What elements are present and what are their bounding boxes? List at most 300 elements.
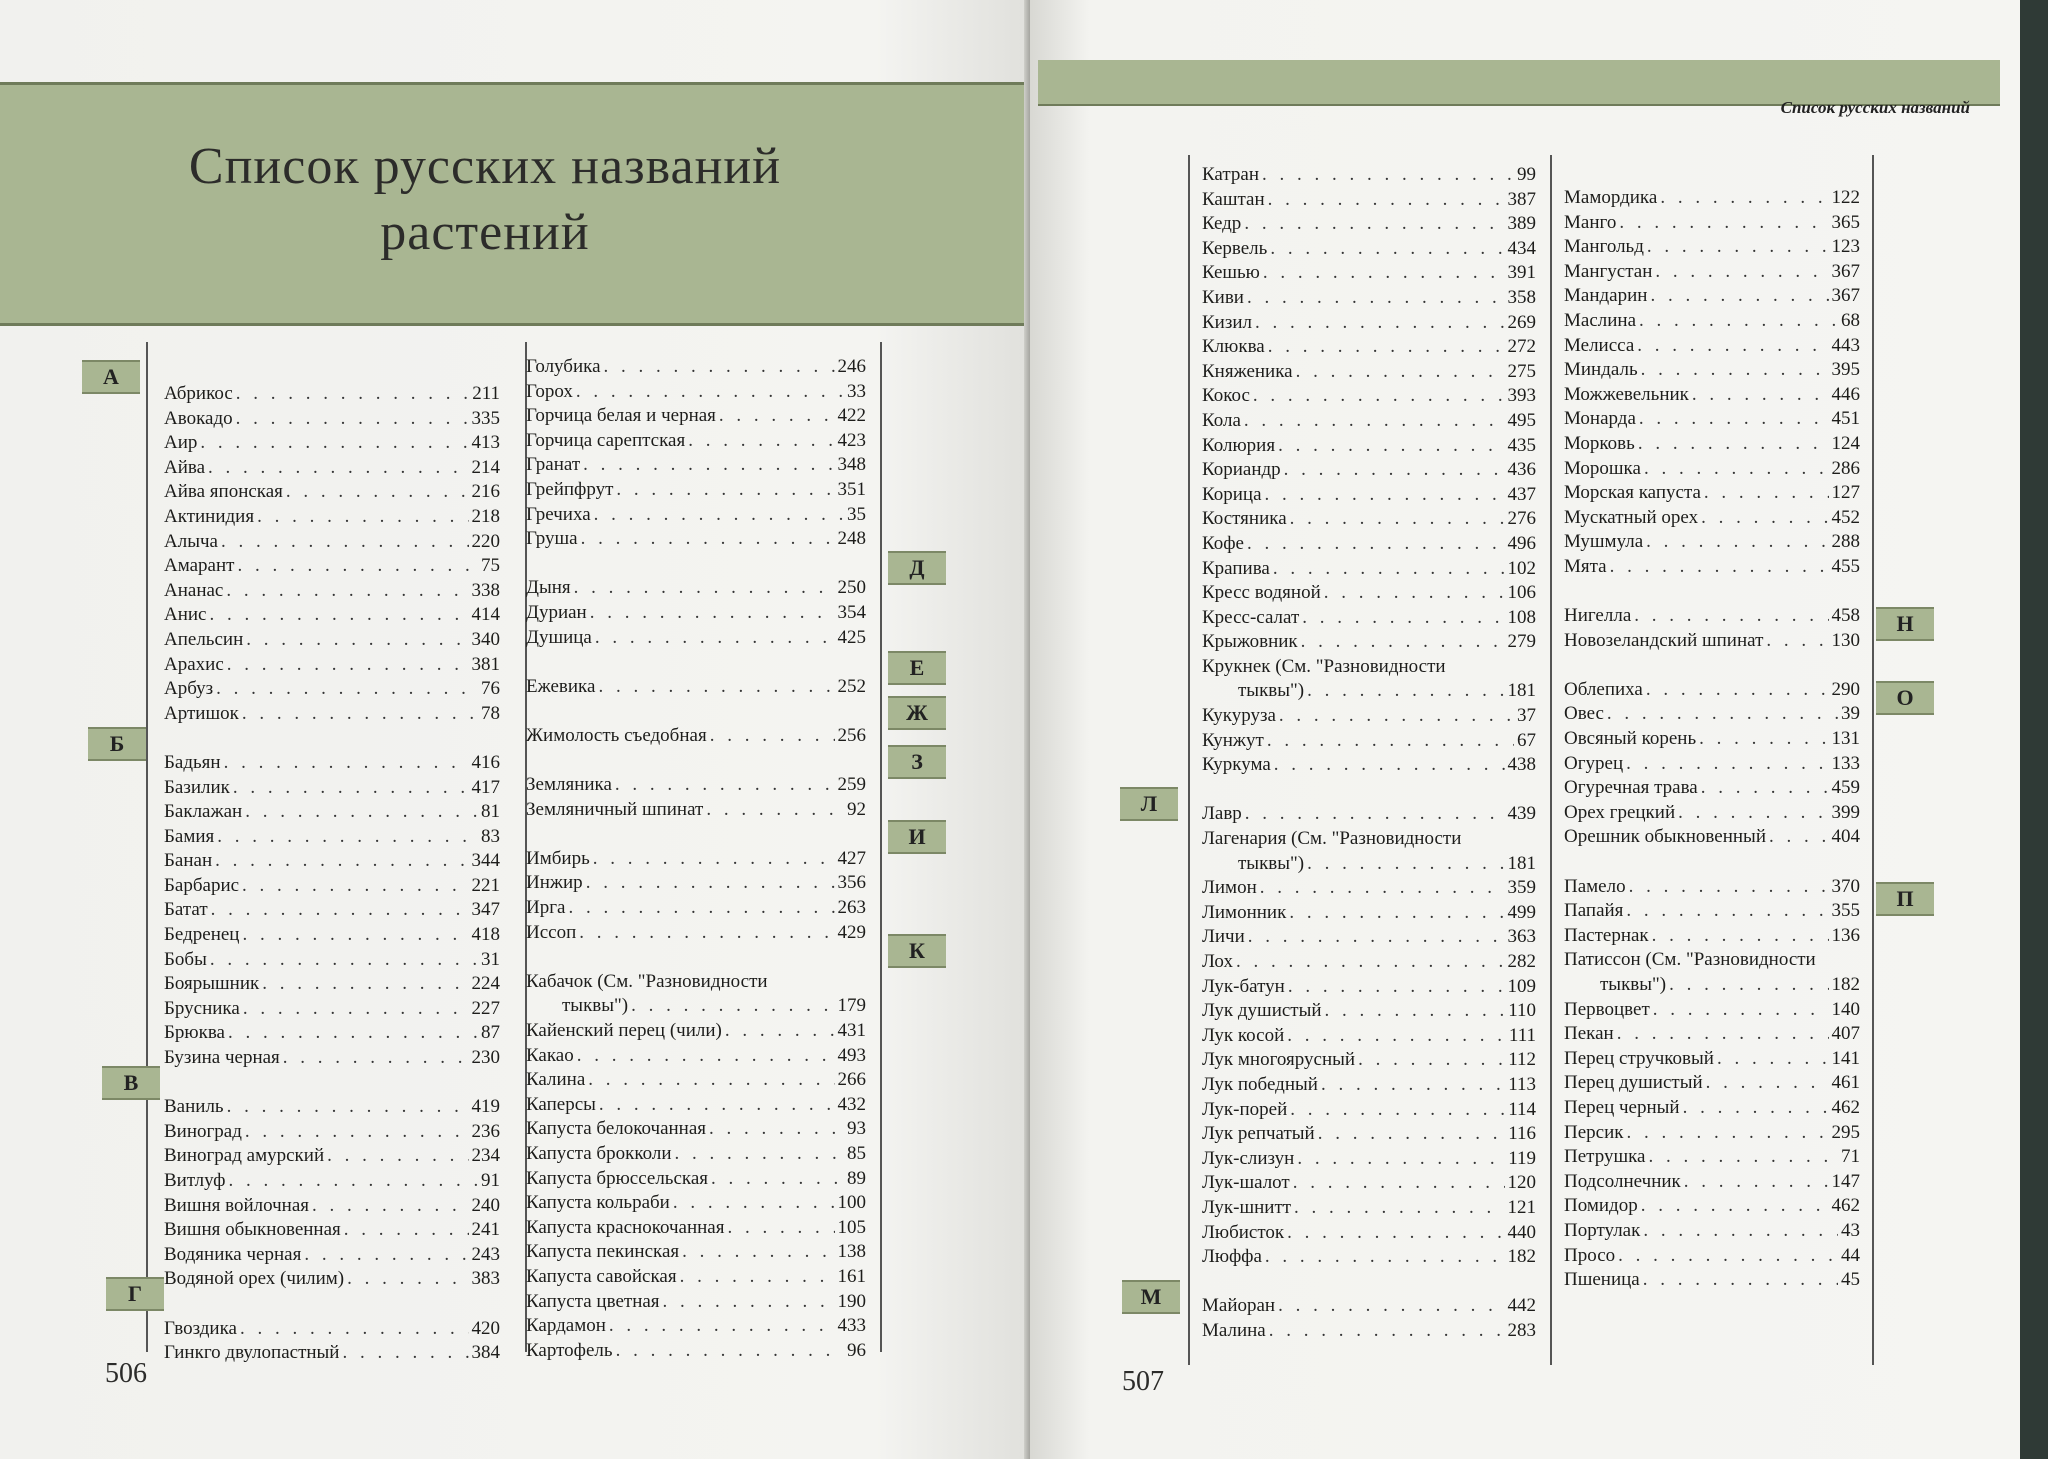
entry-name: Каштан xyxy=(1202,188,1265,210)
entry-page: 290 xyxy=(1831,678,1860,700)
leader-dots xyxy=(1618,1244,1838,1269)
entry-page: 87 xyxy=(481,1022,500,1044)
index-entry xyxy=(1202,434,1536,459)
entry-page: 216 xyxy=(471,481,500,503)
entry-name: Арбуз xyxy=(164,678,214,700)
entry-page: 211 xyxy=(472,383,500,404)
page-title-line2: растений xyxy=(380,204,590,261)
leader-dots xyxy=(215,849,468,874)
entry-name: Помидор xyxy=(1564,1195,1638,1217)
section-gap xyxy=(164,1292,500,1317)
entry-name: Кабачок (См. "Разновидности xyxy=(526,970,768,992)
leader-dots xyxy=(1644,457,1829,482)
entry-page: 387 xyxy=(1507,188,1536,210)
leader-dots xyxy=(680,1265,835,1290)
leader-dots xyxy=(709,1117,844,1142)
index-entry xyxy=(526,380,866,405)
entry-name: Аир xyxy=(164,432,198,454)
entry-page: 33 xyxy=(847,380,866,402)
entry-name: Кукуруза xyxy=(1202,705,1276,727)
entry-name: Лук-порей xyxy=(1202,1098,1288,1120)
entry-name: Вишня войлочная xyxy=(164,1194,310,1216)
index-entry xyxy=(526,1314,866,1339)
leader-dots xyxy=(1706,1071,1829,1096)
entry-name: Груша xyxy=(526,528,578,550)
entry-name: Морковь xyxy=(1564,432,1635,454)
index-entry xyxy=(1202,188,1536,213)
entry-name: Патиссон (См. "Разновидности xyxy=(1564,949,1816,971)
entry-name: Актинидия xyxy=(164,505,255,527)
entry-name: Капуста брюссельская xyxy=(526,1167,709,1189)
leader-dots xyxy=(1262,163,1514,188)
entry-name: Апельсин xyxy=(164,628,244,650)
leader-dots xyxy=(1245,802,1505,827)
leader-dots xyxy=(1274,753,1505,778)
leader-dots xyxy=(210,948,478,973)
letter-marker: З xyxy=(888,745,946,779)
entry-name: Артишок xyxy=(164,702,239,724)
index-entry xyxy=(164,751,500,776)
entry-page: 256 xyxy=(837,724,866,746)
entry-name: Киви xyxy=(1202,286,1244,308)
leader-dots xyxy=(1278,1294,1504,1319)
index-entry xyxy=(1564,186,1860,211)
index-entry xyxy=(526,601,866,626)
leader-dots xyxy=(594,503,844,528)
entry-name: Можжевельник xyxy=(1564,383,1689,405)
entry-page: 133 xyxy=(1831,752,1860,774)
leader-dots xyxy=(1653,998,1829,1023)
entry-name: Базилик xyxy=(164,776,230,798)
letter-marker: Л xyxy=(1120,787,1178,821)
entry-page: 93 xyxy=(847,1118,866,1140)
entry-name: Крыжовник xyxy=(1202,631,1298,653)
leader-dots xyxy=(574,576,835,601)
index-entry xyxy=(164,480,500,505)
entry-name: Голубика xyxy=(526,356,601,377)
entry-name: Айва японская xyxy=(164,481,283,503)
index-entry xyxy=(1564,727,1860,752)
entry-page: 283 xyxy=(1507,1319,1536,1341)
leader-dots xyxy=(1268,335,1505,360)
leader-dots xyxy=(1270,237,1504,262)
entry-name: Мушмула xyxy=(1564,531,1644,553)
index-entry xyxy=(526,355,866,380)
section-gap xyxy=(1202,778,1536,803)
index-entry xyxy=(526,1117,866,1142)
letter-marker: И xyxy=(888,820,946,854)
entry-page: 236 xyxy=(471,1120,500,1142)
index-entry xyxy=(164,825,500,850)
index-entry xyxy=(526,1019,866,1044)
entry-page: 344 xyxy=(471,850,500,872)
leader-dots xyxy=(224,751,469,776)
entry-name: Мята xyxy=(1564,555,1607,577)
page-number: 506 xyxy=(105,1358,147,1389)
entry-page: 147 xyxy=(1831,1170,1860,1192)
index-entry xyxy=(1564,530,1860,555)
section-gap xyxy=(1564,653,1860,678)
leader-dots xyxy=(1358,1048,1505,1073)
index-entry xyxy=(1564,948,1860,997)
entry-page: 240 xyxy=(471,1194,500,1216)
entry-name: Мелисса xyxy=(1564,334,1635,356)
index-entry xyxy=(1202,975,1536,1000)
entry-name: Банан xyxy=(164,850,213,872)
leader-dots xyxy=(1641,1194,1829,1219)
entry-name: Катран xyxy=(1202,164,1259,185)
leader-dots xyxy=(586,871,835,896)
entry-name: Арахис xyxy=(164,653,224,675)
index-entry xyxy=(1564,604,1860,629)
entry-name: Анис xyxy=(164,604,207,626)
running-title: Список русских названий xyxy=(1780,98,1970,117)
entry-name: Бадьян xyxy=(164,751,221,773)
index-entry xyxy=(1202,1196,1536,1221)
entry-page: 442 xyxy=(1507,1295,1536,1317)
entry-page: 89 xyxy=(847,1167,866,1189)
entry-page: 440 xyxy=(1507,1221,1536,1243)
entry-name: Овсяный корень xyxy=(1564,728,1697,750)
entry-name: Морская капуста xyxy=(1564,482,1701,504)
entry-name: Кресс-салат xyxy=(1202,606,1300,628)
leader-dots xyxy=(616,1339,844,1364)
leader-dots xyxy=(245,1120,469,1145)
entry-page: 124 xyxy=(1831,432,1860,454)
entry-name: Кофе xyxy=(1202,532,1244,554)
entry-page: 114 xyxy=(1508,1098,1536,1120)
entry-page: 434 xyxy=(1507,237,1536,259)
index-entry xyxy=(164,776,500,801)
entry-name: Костяника xyxy=(1202,508,1287,530)
entry-name-continued: тыквы") xyxy=(1238,852,1305,874)
index-entry xyxy=(1202,384,1536,409)
entry-page: 136 xyxy=(1831,924,1860,946)
entry-name: Ирга xyxy=(526,897,566,919)
leader-dots xyxy=(576,380,844,405)
entry-name: Абрикос xyxy=(164,383,233,404)
leader-dots xyxy=(1641,358,1829,383)
index-entry xyxy=(526,1265,866,1290)
entry-page: 389 xyxy=(1507,213,1536,235)
leader-dots xyxy=(1766,629,1828,654)
index-entry xyxy=(164,530,500,555)
entry-page: 384 xyxy=(471,1342,500,1364)
entry-page: 439 xyxy=(1507,803,1536,825)
index-entry xyxy=(526,724,866,749)
entry-name: Витлуф xyxy=(164,1170,226,1191)
entry-page: 181 xyxy=(1507,852,1536,874)
entry-name: Лук душистый xyxy=(1202,1000,1322,1022)
leader-dots xyxy=(304,1243,468,1268)
entry-name: Люффа xyxy=(1202,1246,1262,1268)
entry-page: 282 xyxy=(1507,951,1536,972)
entry-page: 417 xyxy=(471,776,500,798)
index-entry xyxy=(164,554,500,579)
entry-name: Нигелла xyxy=(1564,605,1632,627)
entry-page: 335 xyxy=(471,407,500,429)
entry-name: Мангольд xyxy=(1564,236,1644,258)
leader-dots xyxy=(240,1317,469,1342)
leader-dots xyxy=(1289,901,1504,926)
entry-page: 279 xyxy=(1507,631,1536,653)
leader-dots xyxy=(344,1218,469,1243)
entry-name: Капуста пекинская xyxy=(526,1241,680,1263)
entry-page: 459 xyxy=(1831,777,1860,799)
index-entry xyxy=(526,847,866,872)
entry-name: Дыня xyxy=(526,577,571,599)
letter-marker: А xyxy=(82,360,140,394)
entry-name: Орех грецкий xyxy=(1564,801,1676,823)
index-entry xyxy=(1202,950,1536,975)
entry-name: Кешью xyxy=(1202,262,1260,284)
entry-page: 96 xyxy=(847,1339,866,1361)
leader-dots xyxy=(236,407,469,432)
entry-page: 423 xyxy=(837,429,866,451)
index-entry xyxy=(526,429,866,454)
index-entry xyxy=(526,1093,866,1118)
entry-name: Пастернак xyxy=(1564,924,1649,946)
entry-page: 106 xyxy=(1507,582,1536,604)
entry-name: Калина xyxy=(526,1069,586,1091)
index-entry xyxy=(164,800,500,825)
leader-dots xyxy=(673,1191,835,1216)
entry-page: 427 xyxy=(837,847,866,869)
index-entry xyxy=(1564,875,1860,900)
entry-page: 435 xyxy=(1507,434,1536,456)
letter-marker: Н xyxy=(1876,607,1934,641)
index-entry xyxy=(164,1095,500,1120)
index-entry xyxy=(1564,1219,1860,1244)
leader-dots xyxy=(1293,1171,1505,1196)
index-entry xyxy=(1564,432,1860,457)
index-entry xyxy=(1202,1024,1536,1049)
letter-marker: Б xyxy=(88,727,146,761)
letter-marker: Д xyxy=(888,551,946,585)
entry-name: Иссоп xyxy=(526,921,577,943)
entry-name: Картофель xyxy=(526,1339,613,1361)
entry-name: Кайенский перец (чили) xyxy=(526,1020,722,1042)
entry-name: Кунжут xyxy=(1202,729,1264,751)
index-entry xyxy=(164,407,500,432)
entry-name: Маслина xyxy=(1564,309,1637,331)
entry-name: Лавр xyxy=(1202,803,1242,825)
index-entry xyxy=(1564,1121,1860,1146)
entry-page: 365 xyxy=(1831,211,1860,233)
index-entry xyxy=(526,871,866,896)
leader-dots xyxy=(1639,407,1829,432)
entry-page: 75 xyxy=(481,555,500,577)
index-entry xyxy=(1564,1047,1860,1072)
section-gap xyxy=(526,945,866,970)
index-entry xyxy=(1202,1147,1536,1172)
entry-name: Каперсы xyxy=(526,1093,596,1115)
index-entry xyxy=(526,675,866,700)
leader-dots xyxy=(1294,1196,1504,1221)
leader-dots xyxy=(604,355,835,380)
entry-name: Лимонник xyxy=(1202,901,1287,923)
entry-page: 130 xyxy=(1831,629,1860,651)
leader-dots xyxy=(342,1341,468,1366)
entry-page: 45 xyxy=(1841,1269,1860,1291)
index-entry xyxy=(1202,1122,1536,1147)
index-entry xyxy=(526,1339,866,1364)
entry-name: Гранат xyxy=(526,454,581,476)
entry-page: 243 xyxy=(471,1243,500,1265)
index-entry xyxy=(164,874,500,899)
leader-dots xyxy=(1639,309,1838,334)
entry-page: 493 xyxy=(837,1044,866,1066)
letter-marker: В xyxy=(102,1066,160,1100)
entry-name: Лук победный xyxy=(1202,1073,1318,1095)
entry-page: 367 xyxy=(1831,285,1860,307)
leader-dots xyxy=(1701,506,1828,531)
entry-page: 438 xyxy=(1507,754,1536,776)
section-gap xyxy=(526,699,866,724)
section-gap xyxy=(1202,1270,1536,1295)
entry-page: 347 xyxy=(471,899,500,921)
entry-page: 431 xyxy=(837,1020,866,1042)
index-entry xyxy=(1564,702,1860,727)
entry-name: Грейпфрут xyxy=(526,478,614,500)
leader-dots xyxy=(1265,1245,1505,1270)
index-entry xyxy=(1202,335,1536,360)
index-entry xyxy=(526,453,866,478)
index-entry xyxy=(1202,163,1536,188)
index-entry xyxy=(526,478,866,503)
entry-page: 230 xyxy=(471,1047,500,1069)
entry-page: 263 xyxy=(837,897,866,919)
leader-dots xyxy=(243,997,469,1022)
entry-page: 92 xyxy=(847,798,866,820)
entry-name: Крукнек (См. "Разновидности xyxy=(1202,655,1446,677)
index-entry xyxy=(1202,925,1536,950)
entry-name: Персик xyxy=(1564,1121,1624,1143)
entry-page: 458 xyxy=(1831,605,1860,627)
entry-page: 461 xyxy=(1831,1072,1860,1094)
entry-page: 462 xyxy=(1831,1195,1860,1217)
entry-name: Огурец xyxy=(1564,752,1624,774)
index-entry xyxy=(1564,629,1860,654)
entry-name: Гречиха xyxy=(526,503,591,525)
leader-dots xyxy=(1648,1145,1838,1170)
index-entry xyxy=(1202,360,1536,385)
section-gap xyxy=(1564,580,1860,605)
leader-dots xyxy=(1273,557,1505,582)
index-entry xyxy=(1564,899,1860,924)
entry-name: Манго xyxy=(1564,211,1617,233)
entry-name: Бобы xyxy=(164,948,207,970)
entry-page: 78 xyxy=(481,702,500,724)
entry-name: Капуста савойская xyxy=(526,1265,677,1287)
entry-name-continued: тыквы") xyxy=(1600,974,1667,995)
leader-dots xyxy=(1646,530,1828,555)
index-entry xyxy=(1564,284,1860,309)
leader-dots xyxy=(725,1019,835,1044)
entry-name: Лох xyxy=(1202,951,1233,972)
leader-dots xyxy=(616,478,834,503)
index-entry xyxy=(1202,901,1536,926)
index-entry xyxy=(1564,358,1860,383)
entry-page: 181 xyxy=(1507,680,1536,702)
section-gap xyxy=(1564,850,1860,875)
entry-page: 395 xyxy=(1831,359,1860,381)
entry-name-continued: тыквы") xyxy=(1238,680,1305,702)
index-entry xyxy=(164,603,500,628)
entry-page: 259 xyxy=(837,774,866,796)
entry-name: Айва xyxy=(164,456,206,478)
index-entry xyxy=(526,576,866,601)
entry-page: 37 xyxy=(1517,705,1536,727)
entry-page: 248 xyxy=(837,528,866,550)
entry-page: 295 xyxy=(1831,1121,1860,1143)
leader-dots xyxy=(233,776,469,801)
entry-name: Клюква xyxy=(1202,336,1265,358)
leader-dots xyxy=(1652,924,1829,949)
entry-page: 359 xyxy=(1507,877,1536,899)
entry-name: Виноград амурский xyxy=(164,1145,325,1167)
index-entry xyxy=(526,1068,866,1093)
entry-name: Лук многоярусный xyxy=(1202,1049,1356,1071)
index-entry xyxy=(1564,678,1860,703)
leader-dots xyxy=(347,1267,468,1292)
entry-name: Горчица белая и черная xyxy=(526,405,716,427)
entry-page: 221 xyxy=(471,874,500,896)
entry-name: Лук-слизун xyxy=(1202,1147,1295,1169)
index-column-1 xyxy=(164,382,500,1366)
entry-page: 452 xyxy=(1831,506,1860,528)
letter-marker: Ж xyxy=(888,696,946,730)
leader-dots xyxy=(1660,186,1828,211)
index-entry xyxy=(164,1243,500,1268)
leader-dots xyxy=(1321,1073,1505,1098)
entry-name: Кедр xyxy=(1202,213,1242,235)
index-entry xyxy=(526,1142,866,1167)
index-entry xyxy=(526,921,866,946)
entry-page: 224 xyxy=(471,973,500,995)
leader-dots xyxy=(1278,434,1504,459)
leader-dots xyxy=(675,1142,845,1167)
leader-dots xyxy=(227,1095,469,1120)
leader-dots xyxy=(577,1044,835,1069)
leader-dots xyxy=(706,798,844,823)
leader-dots xyxy=(286,480,469,505)
index-entry xyxy=(526,896,866,921)
entry-page: 443 xyxy=(1831,334,1860,356)
index-entry xyxy=(164,505,500,530)
index-entry xyxy=(1202,655,1536,704)
entry-page: 383 xyxy=(471,1268,500,1290)
index-entry xyxy=(1564,211,1860,236)
leader-dots xyxy=(1701,776,1829,801)
index-column-2 xyxy=(526,355,866,1363)
entry-page: 420 xyxy=(471,1317,500,1339)
entry-page: 276 xyxy=(1507,508,1536,530)
leader-dots xyxy=(217,825,478,850)
entry-name: Капуста цветная xyxy=(526,1290,660,1312)
index-entry xyxy=(1564,334,1860,359)
entry-page: 355 xyxy=(1831,900,1860,922)
leader-dots xyxy=(1301,630,1505,655)
index-entry xyxy=(1202,261,1536,286)
entry-name: Папайя xyxy=(1564,900,1624,922)
index-entry xyxy=(1202,1073,1536,1098)
index-entry xyxy=(1202,458,1536,483)
entry-page: 252 xyxy=(837,675,866,697)
entry-name: Майоран xyxy=(1202,1295,1276,1317)
entry-page: 413 xyxy=(471,432,500,454)
leader-dots xyxy=(1607,702,1838,727)
